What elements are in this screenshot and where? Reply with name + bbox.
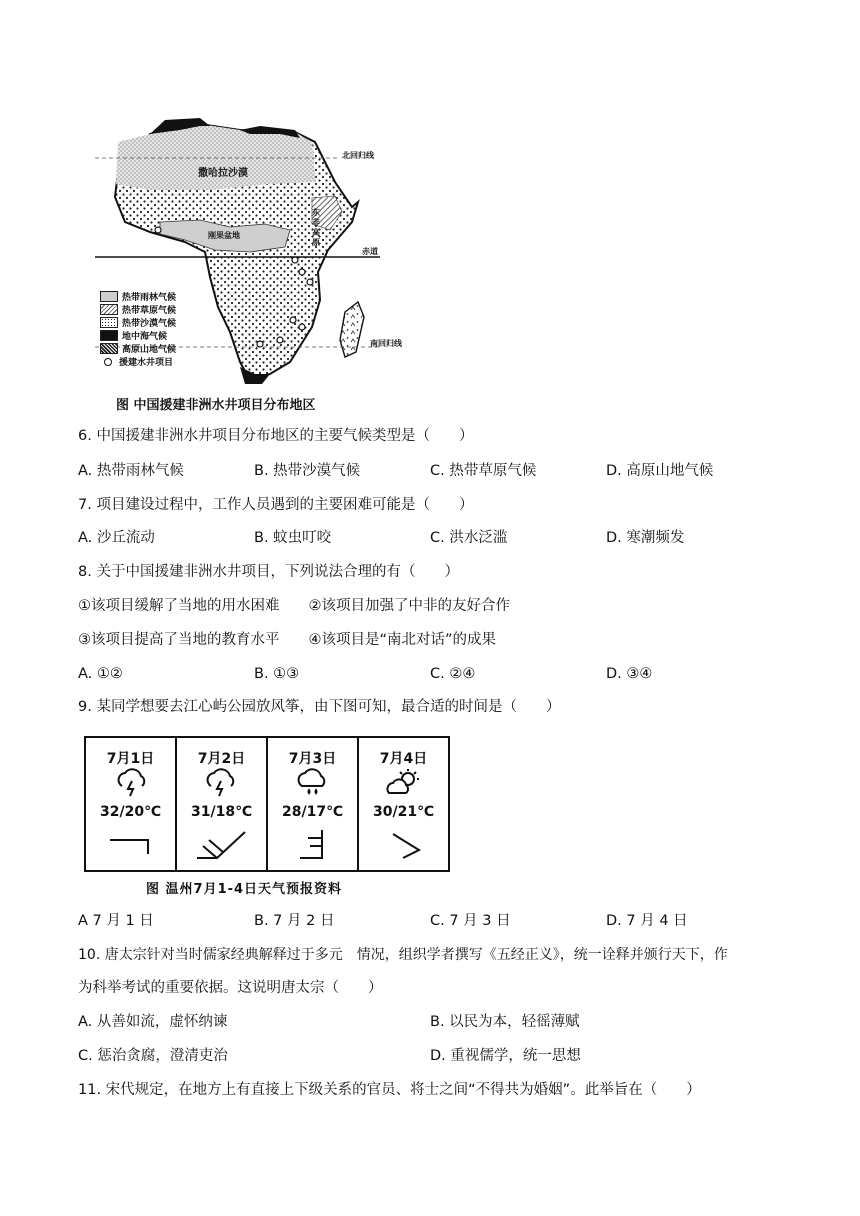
question-7-option-a: A. 沙丘流动 [78,530,155,546]
well-circle-icon [104,358,112,366]
question-7-option-b: B. 蚊虫叮咬 [254,530,332,546]
question-6-option-a: A. 热带雨林气候 [78,463,184,479]
weather-day-4 [359,738,448,870]
wind-barb-icon [108,830,158,860]
legend-swatch [100,317,118,328]
weather-day-date: 7月2日 [197,751,246,767]
question-9-option-b: B. 7 月 2 日 [254,913,335,929]
question-7-stem: 7. 项目建设过程中，工作人员遇到的主要困难可能是（ ） [78,497,474,513]
weather-day-2 [177,738,268,870]
weather-day-date: 7月1日 [106,751,155,767]
question-10-stem-line-2: 为科举考试的重要依据。这说明唐太宗（ ） [78,980,383,996]
thunderstorm-icon [203,768,239,798]
map-legend [100,290,220,368]
question-7-option-d: D. 寒潮频发 [606,530,685,546]
question-10-option-a: A. 从善如流，虚怀纳谏 [78,1014,228,1030]
legend-item-desert [100,316,220,329]
legend-label: 热带雨林气候 [122,293,177,303]
weather-day-1 [86,738,177,870]
partly-cloudy-icon [383,768,423,798]
weather-day-date: 7月3日 [288,751,337,767]
weather-day-date: 7月4日 [379,751,428,767]
legend-item-well [100,355,220,368]
question-8-option-d: D. ③④ [606,666,653,682]
map-label-sahara: 撒哈拉沙漠 [198,168,248,179]
legend-label: 高原山地气候 [122,345,177,355]
map-label-tropic-south: 南回归线 [370,339,402,348]
question-10-stem-line-1: 10. 唐太宗针对当时儒家经典解释过于多元 情况，组织学者撰写《五经正义》，统一诠释并颁行天下，作 [78,947,728,963]
legend-label: 热带草原气候 [122,306,177,316]
question-8-option-a: A. ①② [78,666,123,682]
question-8-statements-row-2: ③该项目提高了当地的教育水平 ④该项目是“南北对话”的成果 [78,632,497,648]
legend-label: 地中海气候 [122,332,168,342]
question-9-option-d: D. 7 月 4 日 [606,913,688,929]
wind-barb-icon [195,826,251,862]
weather-day-temp: 30/21℃ [372,804,435,820]
thunderstorm-icon [114,768,150,798]
question-6-option-b: B. 热带沙漠气候 [254,463,361,479]
map-label-east-highland: 东非高原 [312,208,320,247]
legend-swatch [100,330,118,341]
map-label-tropic-north: 北回归线 [342,151,374,160]
map-label-equator: 赤道 [362,247,378,256]
weather-figure [84,736,450,898]
question-6-option-d: D. 高原山地气候 [606,463,714,479]
weather-day-temp: 32/20℃ [99,804,162,820]
question-10-option-d: D. 重视儒学，统一思想 [430,1048,581,1064]
weather-day-temp: 31/18℃ [190,804,253,820]
legend-label: 热带沙漠气候 [122,319,177,329]
legend-item-rainforest [100,290,220,303]
question-8-option-c: C. ②④ [430,666,476,682]
question-10-option-c: C. 惩治贪腐，澄清吏治 [78,1048,228,1064]
legend-swatch [100,291,118,302]
map-label-congo: 刚果盆地 [208,231,240,240]
legend-item-mediterranean [100,329,220,342]
legend-label: 援建水井项目 [119,358,174,368]
wind-barb-icon [389,830,425,860]
question-6-option-c: C. 热带草原气候 [430,463,537,479]
question-6-stem: 6. 中国援建非洲水井项目分布地区的主要气候类型是（ ） [78,428,474,444]
weather-day-3 [268,738,359,870]
weather-caption: 图 温州7月1-4日天气预报资料 [146,882,343,897]
weather-day-temp: 28/17℃ [281,804,344,820]
question-10-option-b: B. 以民为本，轻徭薄赋 [430,1014,580,1030]
weather-table [84,736,450,872]
question-9-option-c: C. 7 月 3 日 [430,913,511,929]
legend-item-savanna [100,303,220,316]
legend-swatch [100,343,118,354]
wind-barb-icon [296,828,336,862]
legend-item-highland [100,342,220,355]
question-7-option-c: C. 洪水泛滥 [430,530,508,546]
question-9-stem: 9. 某同学想要去江心屿公园放风筝，由下图可知，最合适的时间是（ ） [78,699,561,715]
rain-icon [294,768,332,798]
legend-swatch [100,304,118,315]
question-8-option-b: B. ①③ [254,666,300,682]
question-11-stem: 11. 宋代规定，在地方上有直接上下级关系的官员、将士之间“不得共为婚姻”。此举旨在（ ） [78,1082,701,1098]
map-caption: 图 中国援建非洲水井项目分布地区 [116,398,316,413]
question-9-option-a: A 7 月 1 日 [78,913,154,929]
question-8-statements-row-1: ①该项目缓解了当地的用水困难 ②该项目加强了中非的友好合作 [78,598,510,614]
africa-map-figure [90,112,410,412]
question-8-stem: 8. 关于中国援建非洲水井项目，下列说法合理的有（ ） [78,564,459,580]
